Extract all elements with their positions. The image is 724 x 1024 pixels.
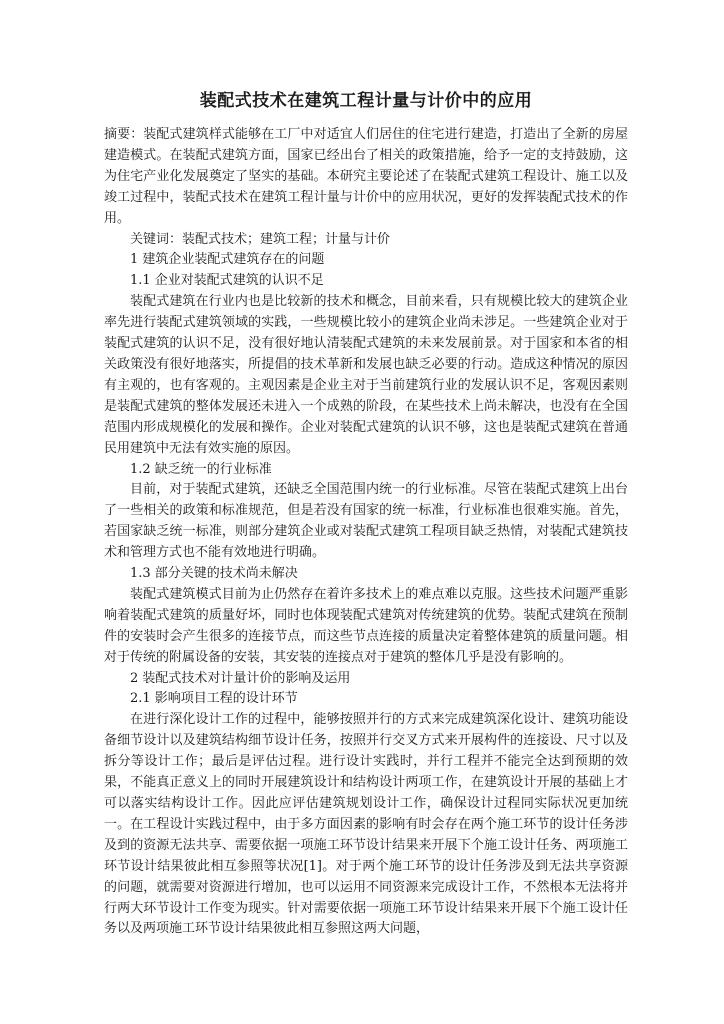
section-1-2-body: 目前，对于装配式建筑，还缺乏全国范围内统一的行业标准。尽管在装配式建筑上出台了一些相关的政策和标准规范，但是若没有国家的统一标准，行业标准也很难实施。首先，若国家缺乏统一标准，则部分建筑企业或对装配式建筑工程项目缺乏热情，对装配式建筑技术和管理方式也不能有效地进行明确。 [104, 482, 628, 561]
document-page [104, 86, 628, 940]
section-2-1-body: 在进行深化设计工作的过程中，能够按照并行的方式来完成建筑深化设计、建筑功能设备细节设计以及建筑结构细节设计任务，按照并行交叉方式来开展构件的连接设、尺寸以及拆分等设计工作；最后是评估过程。进行设计实践时，并行工程并不能完全达到预期的效果，不能真正意义上的同时开展建筑设计和结构设计两项工作，在建筑设计开展的基础上才可以落实结构设计工作。因此应评估建筑规划设计工作，确保设计过程同实际状况更加统一。在工程设计实践过程中，由于多方面因素的影响有时会存在两个施工环节的设计任务涉及到的资源无法共享、需要依据一项施工环节设计结果来开展下个施工设计任务、两项施工环节设计结果彼此相互参照等状况[1]。对于两个施工环节的设计任务涉及到无法共享资源的问题，就需要对资源进行增加，也可以运用不同资源来完成设计工作，不然根本无法将并行两大环节设计工作变为现实。针对需要依据一项施工环节设计结果来开展下个施工设计任务以及两项施工环节设计结果彼此相互参照这两大问题， [104, 712, 628, 937]
section-1-heading: 1 建筑企业装配式建筑存在的问题 [130, 252, 325, 268]
section-1-3-body: 装配式建筑模式目前为止仍然存在着许多技术上的难点难以克服。这些技术问题严重影响着装配式建筑的质量好坏，同时也体现装配式建筑对传统建筑的优势。装配式建筑在预制件的安装时会产生很多的连接节点，而这些节点连接的质量决定着整体建筑的质量问题。相对于传统的附属设备的安装，其安装的连接点对于建筑的整体几乎是没有影响的。 [104, 586, 628, 665]
paper-title: 装配式技术在建筑工程计量与计价中的应用 [199, 91, 533, 111]
section-1-1-heading: 1.1 企业对装配式建筑的认识不足 [130, 273, 324, 289]
section-2-heading: 2 装配式技术对计量计价的影响及运用 [130, 670, 351, 686]
section-1-2-heading: 1.2 缺乏统一的行业标准 [130, 461, 272, 477]
section-1-3-heading: 1.3 部分关键的技术尚未解决 [130, 566, 298, 582]
keywords: 关键词：装配式技术；建筑工程；计量与计价 [130, 231, 391, 247]
section-1-1-body: 装配式建筑在行业内也是比较新的技术和概念，目前来看，只有规模比较大的建筑企业率先进行装配式建筑领域的实践，一些规模比较小的建筑企业尚未涉足。一些建筑企业对于装配式建筑的认识不足，没有很好地认清装配式建筑的未来发展前景。对于国家和本省的相关政策没有很好地落实，所提倡的技术革新和发展也缺乏必要的行动。造成这种情况的原因有主观的，也有客观的。主观因素是企业主对于当前建筑行业的发展认识不足，客观因素则是装配式建筑的整体发展还未进入一个成熟的阶段，在某些技术上尚未解决，也没有在全国范围内形成规模化的发展和操作。企业对装配式建筑的认识不够，这也是装配式建筑在普通民用建筑中无法有效实施的原因。 [104, 294, 628, 456]
abstract: 摘要：装配式建筑样式能够在工厂中对适宜人们居住的住宅进行建造，打造出了全新的房屋建造模式。在装配式建筑方面，国家已经出台了相关的政策措施，给予一定的支持鼓励，这为住宅产业化发展奠定了坚实的基础。本研究主要论述了在装配式建筑工程设计、施工以及竣工过程中，装配式技术在建筑工程计量与计价中的应用状况，更好的发挥装配式技术的作用。 [104, 127, 628, 226]
section-2-1-heading: 2.1 影响项目工程的设计环节 [130, 691, 298, 707]
